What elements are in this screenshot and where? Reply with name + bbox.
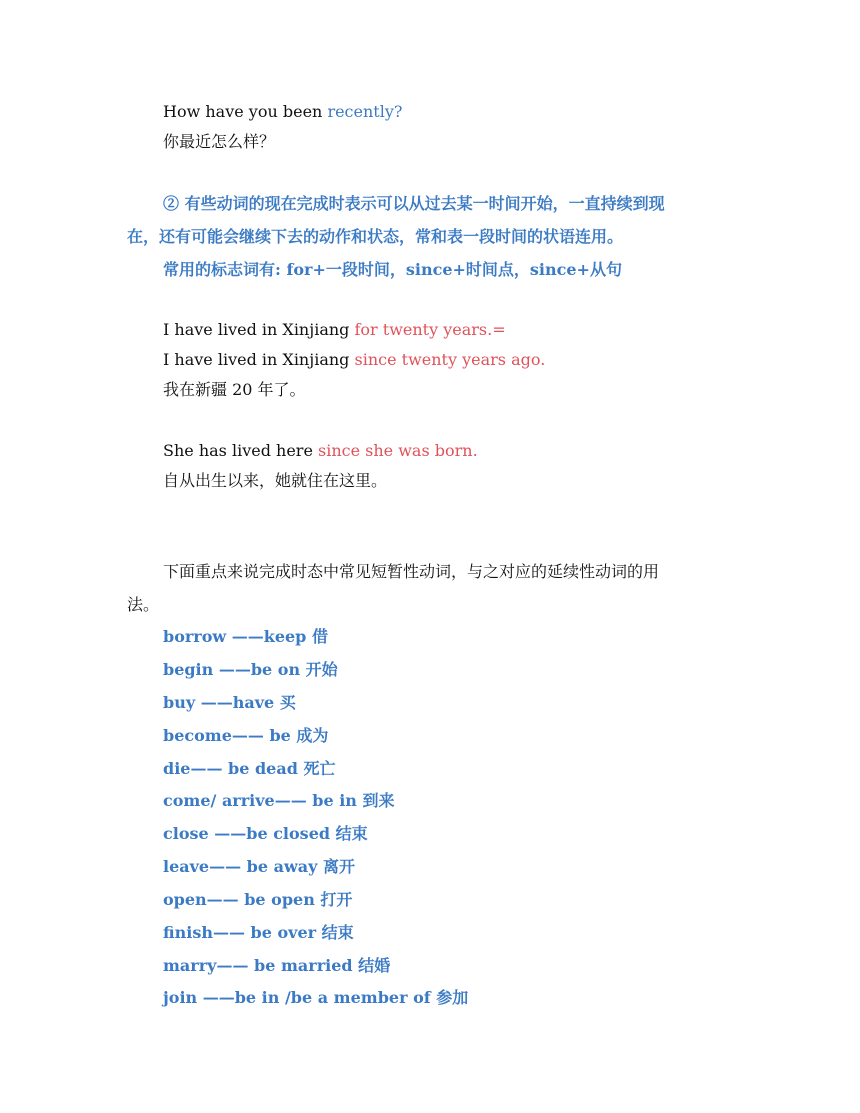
rule2-markers: 常用的标志词有: for+一段时间，since+时间点，since+从句	[163, 260, 622, 279]
verb-pair-item: finish—— be over 结束	[163, 923, 354, 942]
verb-pair-item: begin ——be on 开始	[163, 660, 338, 679]
example1-english-text: How have you been	[163, 102, 328, 121]
verb-pair-item: marry—— be married 结婚	[163, 956, 391, 975]
intro-line2: 法。	[127, 595, 160, 614]
intro-line1: 下面重点来说完成时态中常见短暂性动词，与之对应的延续性动词的用	[163, 562, 660, 581]
verb-pair-item: borrow ——keep 借	[163, 627, 328, 646]
verb-pair-item: join ——be in /be a member of 参加	[163, 988, 469, 1007]
verb-pair-item: come/ arrive—— be in 到来	[163, 791, 395, 810]
example2-english-1-text: I have lived in Xinjiang	[163, 320, 355, 339]
example3-chinese: 自从出生以来，她就住在这里。	[163, 471, 388, 490]
example1-english	[163, 102, 402, 122]
verb-pair-item: open—— be open 打开	[163, 890, 353, 909]
example2-english-2-text: I have lived in Xinjiang	[163, 350, 355, 369]
example3-english-text: She has lived here	[163, 441, 319, 460]
example2-chinese: 我在新疆 20 年了。	[163, 380, 306, 399]
rule2-line1: ② 有些动词的现在完成时表示可以从过去某一时间开始，一直持续到现	[163, 194, 665, 213]
example2-english-1	[163, 320, 506, 340]
rule2-line2: 在，还有可能会继续下去的动作和状态，常和表一段时间的状语连用。	[127, 227, 624, 246]
verb-pair-item: close ——be closed 结束	[163, 824, 368, 843]
verb-pair-item: die—— be dead 死亡	[163, 759, 336, 778]
example1-highlight: recently?	[327, 102, 403, 121]
example3-english	[163, 441, 478, 461]
example2-highlight-2: since twenty years ago.	[354, 350, 546, 369]
verb-pair-item: buy ——have 买	[163, 693, 296, 712]
example2-english-2	[163, 350, 545, 370]
example3-highlight: since she was born.	[318, 441, 478, 460]
verb-pair-item: leave—— be away 离开	[163, 857, 355, 876]
example2-highlight-1: for twenty years.=	[354, 320, 506, 339]
verb-pair-item: become—— be 成为	[163, 726, 329, 745]
example1-chinese: 你最近怎么样？	[163, 132, 276, 151]
